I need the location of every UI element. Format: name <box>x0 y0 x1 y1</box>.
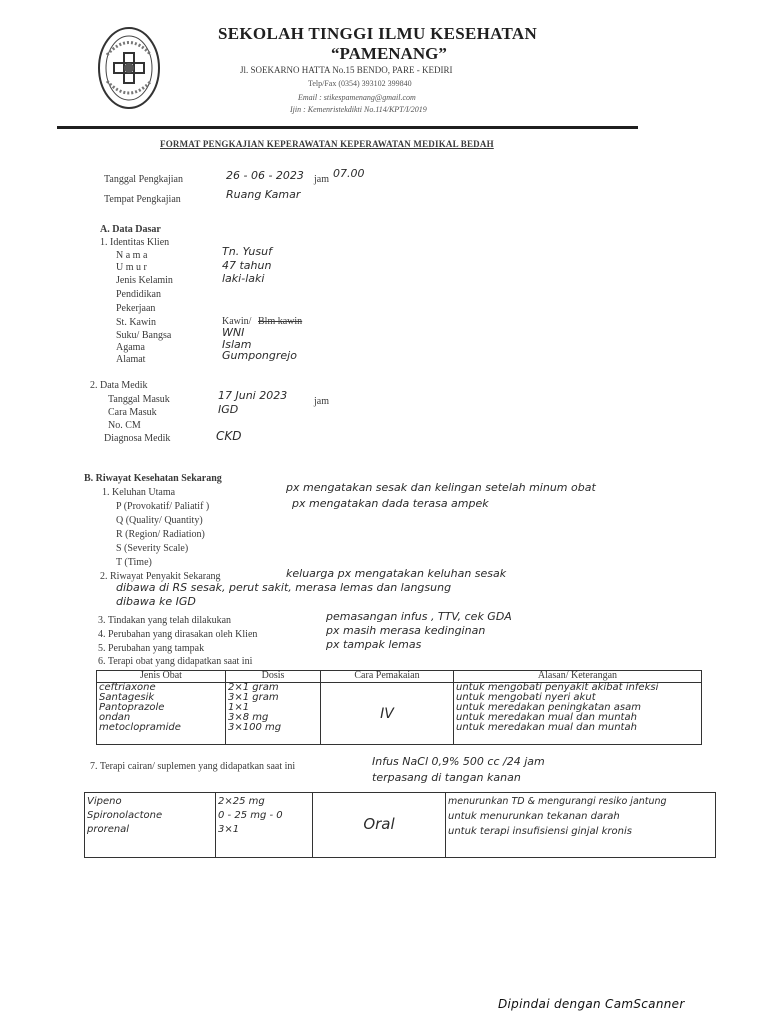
drug-name: Pantoprazole <box>99 702 165 713</box>
complaint-heading: 1. Kelu​han Utama <box>102 487 176 498</box>
assessment-date-value: 26 - 06 - 2023 <box>226 169 304 182</box>
oral-drug-reason: menurunkan TD & mengurangi resiko jantung <box>448 796 667 807</box>
oral-drug-reason: untuk terapi insufisiensi ginjal kronis <box>448 825 632 837</box>
medical-value: CKD <box>216 429 242 443</box>
drug-name: metoclopramide <box>99 722 181 733</box>
current-illness-label: 2. Riwayat Penyakit Sekarang <box>100 571 221 582</box>
drug-dose: 3×1 gram <box>228 692 279 703</box>
identity-label: Pekerjaan <box>116 303 156 314</box>
dose-col-header: Dosis <box>226 671 321 683</box>
reason-col-header: Alasan/ Keterangan <box>454 671 702 683</box>
identity-heading: 1. Identitas Klien <box>100 237 170 248</box>
oral-drug-name: Spironolactone <box>87 810 163 821</box>
drug-doses-cell <box>226 683 321 745</box>
medical-value: IGD <box>218 403 239 416</box>
oral-drug-name: prorenal <box>87 824 130 835</box>
drug-name: ondan <box>99 712 131 723</box>
medical-label: Diagnosa Medik <box>104 433 171 444</box>
oral-drug-doses-cell <box>216 793 313 858</box>
identity-label: N a m a <box>116 250 148 261</box>
identity-value: Islam <box>222 338 252 351</box>
pqrst-label: T (Time) <box>116 557 152 568</box>
medical-label: Cara Masuk <box>108 407 157 418</box>
drug-reason: untuk mengobati nyeri akut <box>456 692 596 703</box>
change-felt-value: px masih merasa kedinginan <box>326 624 486 637</box>
drug-reason: untuk mengobati penyakit akibat infeksi <box>456 682 659 693</box>
school-phone: Telp/Fax (0354) 393102 399840 <box>308 79 412 88</box>
assessment-date-label: Tanggal Pengkajian <box>104 174 183 185</box>
oral-drug-name: Vipeno <box>87 796 122 807</box>
drug-route: IV <box>380 705 394 722</box>
marital-status-printed: Kawin/ <box>222 316 252 327</box>
route-col-header: Cara Pemakaian <box>321 671 454 683</box>
identity-label: Agama <box>116 342 145 353</box>
form-title: FORMAT PENGKAJIAN KEPERAWATAN KEPERAWATAN MEDIKAL BEDAH <box>160 139 494 149</box>
oral-drug-reason: untuk menurunkan tekanan darah <box>448 810 620 822</box>
school-email: Email : stikespamenang@gmail.com <box>298 93 416 102</box>
identity-label: Alamat <box>116 354 146 365</box>
fluid-therapy-value: terpasang di tangan kanan <box>372 771 521 784</box>
current-illness-line: keluarga px mengatakan keluhan sesak <box>286 567 507 580</box>
marital-status-struck: Blm kawin <box>258 316 303 327</box>
oral-drug-dose: 3×1 <box>218 824 240 835</box>
drug-route-cell <box>321 683 454 745</box>
action-value: pemasangan infus , TTV, cek GDA <box>326 610 512 623</box>
school-subname: “PAMENANG” <box>331 44 447 63</box>
pqrst-label: S (Severity Scale) <box>116 543 189 554</box>
section-b-heading: B. Riwayat Kesehatan Sekarang <box>84 473 222 484</box>
drug-reason: untuk meredakan mual dan muntah <box>456 722 637 733</box>
identity-label: Pendidikan <box>116 289 161 300</box>
oral-reasons-cell <box>446 793 716 858</box>
fluid-therapy-label: 7. Terapi cairan/ suplemen yang didapatkan saat ini <box>90 761 296 772</box>
drug-table <box>96 670 702 745</box>
oral-drug-dose: 0 - 25 mg - 0 <box>218 810 283 821</box>
oral-drug-names-cell <box>85 793 216 858</box>
change-seen-value: px tampak lemas <box>326 638 422 651</box>
drug-dose: 3×8 mg <box>228 712 269 723</box>
pqrst-label: Q (Quality/ Quantity) <box>116 515 203 526</box>
drug-dose: 1×1 <box>228 702 250 713</box>
drug-reasons-cell <box>454 683 702 745</box>
medical-label: Tanggal Masuk <box>108 394 170 405</box>
school-logo <box>97 25 161 111</box>
therapy-heading: 6. Terapi obat yang didapatkan saat ini <box>98 656 253 667</box>
identity-label: U m u r <box>116 262 147 273</box>
assessment-place-label: Tempat Pengkajian <box>104 194 181 205</box>
medical-value: 17 Juni 2023 <box>218 389 288 402</box>
current-illness-line: dibawa ke IGD <box>116 595 196 608</box>
action-label: 3. Tindakan yang telah dilakukan <box>98 615 232 626</box>
pqrst-value: px mengatakan sesak dan kelingan setelah minum obat <box>286 481 596 494</box>
pqrst-value: px mengatakan dada terasa ampek <box>292 497 489 510</box>
identity-label: Suku/ Bangsa <box>116 330 172 341</box>
change-felt-label: 4. Perubahan yang dirasakan oleh Klien <box>98 629 258 640</box>
school-address: Jl. SOEKARNO HATTA No.15 BENDO, PARE - KEDIRI <box>240 65 453 75</box>
medical-jam-label: jam <box>314 396 329 407</box>
drug-name: ceftriaxone <box>99 682 156 693</box>
drug-dose: 3×100 mg <box>228 722 282 733</box>
oral-route-cell <box>313 793 446 858</box>
oral-drug-table <box>84 792 716 858</box>
oral-route: Oral <box>363 815 395 833</box>
change-seen-label: 5. Perubahan yang tampak <box>98 643 205 654</box>
assessment-jam-label: jam <box>314 174 329 185</box>
drug-col-header: Jenis Obat <box>97 671 226 683</box>
drug-dose: 2×1 gram <box>228 682 279 693</box>
identity-value: WNI <box>222 326 245 339</box>
drug-name: Santagesik <box>99 692 155 703</box>
identity-value: laki-laki <box>222 272 265 285</box>
assessment-place-value: Ruang Kamar <box>226 188 301 201</box>
pqrst-label: R (Region/ Radiation) <box>116 529 205 540</box>
identity-label: St. Kawin <box>116 317 156 328</box>
section-a-heading: A. Data Dasar <box>100 224 161 235</box>
drug-reason: untuk meredakan mual dan muntah <box>456 712 637 723</box>
medical-label: No. CM <box>108 420 141 431</box>
oral-drug-dose: 2×25 mg <box>218 796 265 807</box>
drug-reason: untuk meredakan peningkatan asam <box>456 702 641 713</box>
school-license: Ijin : Kemenristekdikti No.114/KPT/I/2019 <box>290 105 427 114</box>
identity-value: Gumpongrejo <box>222 349 297 362</box>
assessment-time-value: 07.00 <box>333 167 365 180</box>
identity-label: Jenis Kelamin <box>116 275 173 286</box>
medical-heading: 2. Data Medik <box>90 380 148 391</box>
pqrst-label: P (Provokatif/ Paliatif ) <box>116 501 210 512</box>
identity-value: Tn. Yusuf <box>222 245 272 258</box>
fluid-therapy-value: Infus NaCl 0,9% 500 cc /24 jam <box>372 755 545 768</box>
school-name: SEKOLAH TINGGI ILMU KESEHATAN <box>218 24 538 43</box>
current-illness-line: dibawa di RS sesak, perut sakit, merasa lemas dan langsung <box>116 581 452 594</box>
scanner-watermark: Dipindai dengan CamScanner <box>498 997 685 1011</box>
identity-value: 47 tahun <box>222 259 272 272</box>
drug-names-cell <box>97 683 226 745</box>
header-divider <box>57 126 638 129</box>
